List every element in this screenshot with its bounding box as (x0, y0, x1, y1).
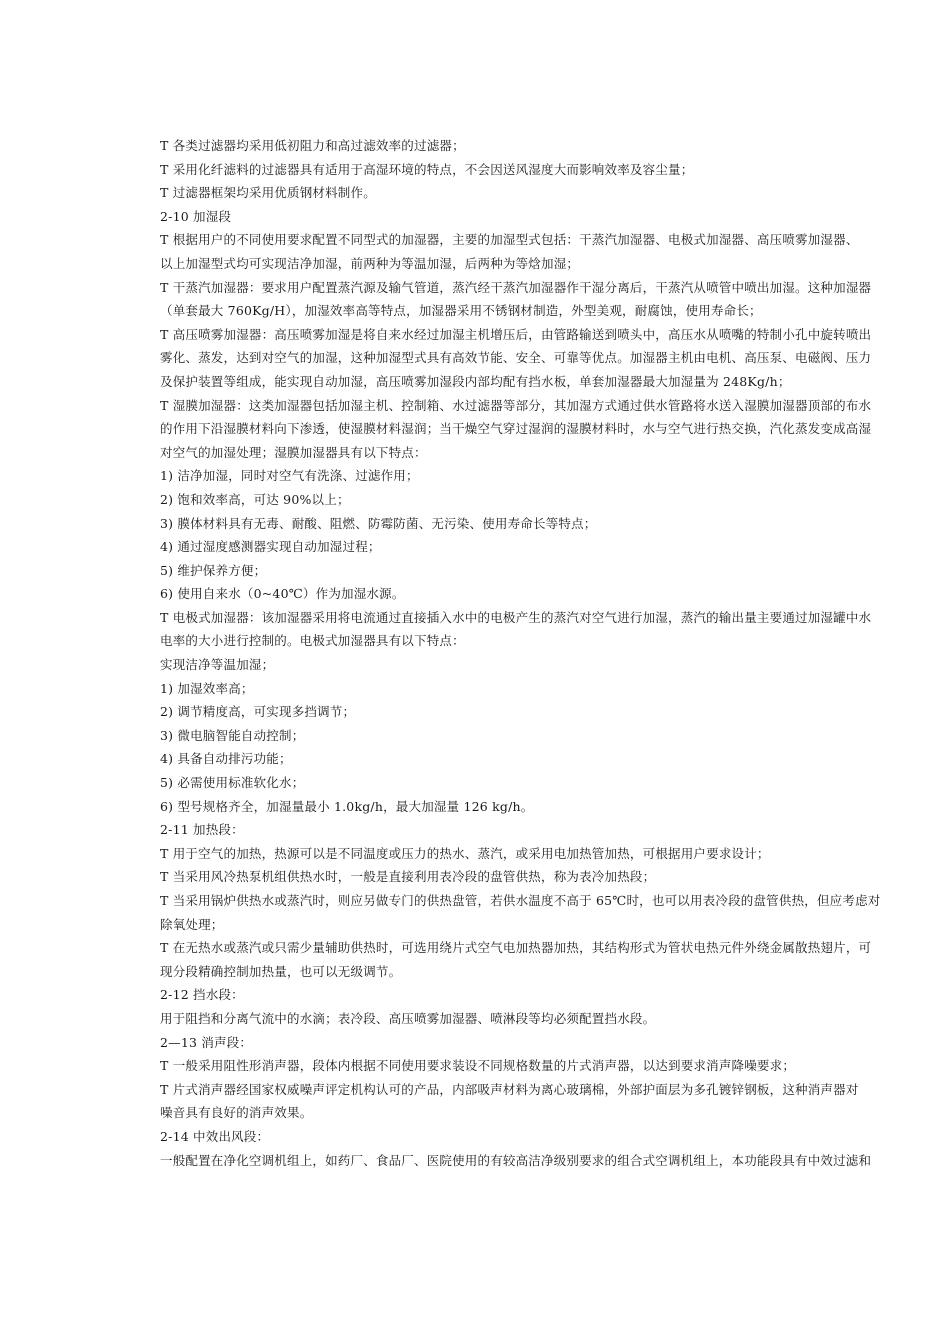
text-line: T 高压喷雾加湿器：高压喷雾加湿是将自来水经过加湿主机增压后，由管路输送到喷头中，高压水从喷嘴的特制小孔中旋转喷出 (160, 326, 872, 342)
list-item: 6) 使用自来水（0~40℃）作为加湿水源。 (160, 586, 405, 602)
list-item: 5) 必需使用标准软化水； (160, 775, 305, 791)
section-heading: 2—13 消声段： (160, 1034, 253, 1050)
text-line: 及保护装置等组成，能实现自动加湿，高压喷雾加湿段内部均配有挡水板，单套加湿器最大加湿量为 248Kg/h； (160, 373, 791, 389)
list-item: 1) 洁净加湿，同时对空气有洗涤、过滤作用； (160, 468, 419, 484)
list-item: 5) 维护保养方便； (160, 562, 267, 578)
text-line: 以上加湿型式均可实现洁净加湿，前两种为等温加湿，后两种为等焓加湿； (160, 255, 580, 271)
text-line: T 一般采用阻性形消声器，段体内根据不同使用要求装设不同规格数量的片式消声器，以达到要求消声降噪要求； (160, 1058, 796, 1074)
list-item: 2) 调节精度高，可实现多挡调节； (160, 704, 356, 720)
section-heading: 2-10 加湿段 (160, 208, 232, 224)
list-item: 1) 加湿效率高； (160, 680, 254, 696)
text-line: 用于阻挡和分离气流中的水滴；表冷段、高压喷雾加湿器、喷淋段等均必须配置挡水段。 (160, 1010, 656, 1026)
section-heading: 2-12 挡水段： (160, 987, 244, 1003)
text-line: （单套最大 760Kg/H），加湿效率高等特点，加湿器采用不锈钢材制造，外型美观，耐腐蚀，使用寿命长； (160, 303, 762, 319)
text-line: T 当采用锅炉供热水或蒸汽时，则应另做专门的供热盘管，若供水温度不高于 65℃时，也可以用表冷段的盘管供热，但应考虑对 (160, 893, 881, 908)
text-line: T 电极式加湿器：该加湿器采用将电流通过直接插入水中的电极产生的蒸汽对空气进行加湿，蒸汽的输出量主要通过加湿罐中水 (160, 609, 872, 625)
text-line: T 当采用风冷热泵机组供热水时，一般是直接利用表冷段的盘管供热，称为表冷加热段； (160, 869, 656, 885)
section-heading: 2-14 中效出风段： (160, 1128, 270, 1144)
list-item: 3) 膜体材料具有无毒、耐酸、阻燃、防霉防菌、无污染、使用寿命长等特点； (160, 515, 597, 531)
text-line: T 干蒸汽加湿器：要求用户配置蒸汽源及输气管道，蒸汽经干蒸汽加湿器作干湿分离后，干蒸汽从喷管中喷出加湿。这种加湿器 (160, 279, 872, 295)
text-line: T 采用化纤滤料的过滤器具有适用于高湿环境的特点，不会因送风湿度大而影响效率及容尘量； (160, 161, 694, 177)
text-line: 实现洁净等温加湿； (160, 657, 275, 673)
text-line: 的作用下沿湿膜材料向下渗透，使湿膜材料湿润；当干燥空气穿过湿润的湿膜材料时，水与空气进行热交换，汽化蒸发变成高湿 (160, 421, 872, 437)
text-line: 噪音具有良好的消声效果。 (160, 1105, 313, 1121)
text-line: 一般配置在净化空调机组上，如药厂、食品厂、医院使用的有较高洁净级别要求的组合式空调机组上，本功能段具有中效过滤和 (160, 1152, 872, 1168)
section-heading: 2-11 加热段： (160, 822, 244, 838)
list-item: 4) 具备自动排污功能； (160, 751, 292, 767)
text-line: 电率的大小进行控制的。电极式加湿器具有以下特点： (160, 633, 465, 649)
text-line: T 过滤器框架均采用优质钢材料制作。 (160, 185, 376, 201)
text-line: 对空气的加湿处理；湿膜加湿器具有以下特点： (160, 444, 427, 460)
text-line: 除氧处理； (160, 916, 224, 932)
text-line: 雾化、蒸发，达到对空气的加湿，这种加湿型式具有高效节能、安全、可靠等优点。加湿器主机由电机、高压泵、电磁阀、压力 (160, 350, 872, 366)
text-line: T 各类过滤器均采用低初阻力和高过滤效率的过滤器； (160, 138, 465, 153)
text-line: T 在无热水或蒸汽或只需少量辅助供热时，可选用绕片式空气电加热器加热，其结构形式为管状电热元件外绕金属散热翅片，可 (160, 940, 872, 956)
list-item: 6) 型号规格齐全，加湿量最小 1.0kg/h，最大加湿量 126 kg/h。 (160, 798, 534, 814)
list-item: 3) 微电脑智能自动控制； (160, 727, 305, 743)
list-item: 4) 通过湿度感测器实现自动加湿过程； (160, 539, 381, 555)
list-item: 2) 饱和效率高，可达 90%以上； (160, 491, 350, 507)
text-line: T 用于空气的加热，热源可以是不同温度或压力的热水、蒸汽，或采用电加热管加热，可根据用户要求设计； (160, 845, 770, 861)
text-line: 现分段精确控制加热量，也可以无级调节。 (160, 963, 402, 979)
text-line: T 湿膜加湿器：这类加湿器包括加湿主机、控制箱、水过滤器等部分，其加湿方式通过供水管路将水送入湿膜加湿器顶部的布水 (160, 397, 872, 413)
document-body (160, 134, 950, 1172)
text-line: T 片式消声器经国家权威噪声评定机构认可的产品，内部吸声材料为离心玻璃棉，外部护面层为多孔镀锌钢板，这种消声器对 (160, 1081, 859, 1097)
text-line: T 根据用户的不同使用要求配置不同型式的加湿器，主要的加湿型式包括：干蒸汽加湿器、电极式加湿器、高压喷雾加湿器、 (160, 232, 859, 248)
